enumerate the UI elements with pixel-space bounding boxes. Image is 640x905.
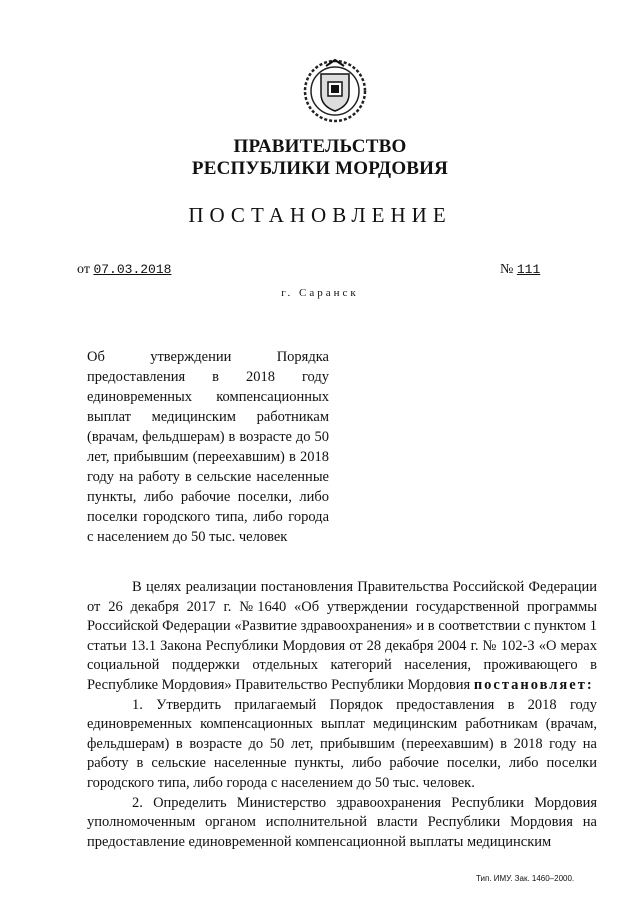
date-value: 07.03.2018 [93, 262, 172, 277]
body-paragraph: 2. Определить Министерство здравоохранения Республики Мордовия уполномоченным органом исполнительной власти Республики Мордовия на предоставление единовременной компенсационной выплаты медицинским [87, 794, 597, 850]
organization-name-line1: ПРАВИТЕЛЬСТВО [233, 136, 407, 157]
number-value: 111 [516, 262, 541, 277]
print-footer: Тип. ИМУ. Зак. 1460–2000. [476, 874, 575, 883]
document-number [500, 262, 540, 278]
number-prefix: № [500, 262, 514, 277]
body-paragraph: 1. Утвердить прилагаемый Порядок предоставления в 2018 году единовременных компенсационных выплат медицинским работникам (врачам, фельдшерам) в возрасте до 50 лет, прибывшим (переехавшим) в 2018 году на работу в сельские населенные пункты, либо рабочие поселки, либо поселки городского типа, либо города с населением до 50 тыс. человек. [87, 696, 597, 791]
body-paragraph [87, 578, 597, 696]
coat-of-arms-emblem [302, 58, 368, 124]
paragraph-emphasis: постановляет: [473, 676, 594, 693]
date-prefix: от [77, 262, 90, 277]
document-body [87, 578, 597, 852]
document-type-title: ПОСТАНОВЛЕНИЕ [188, 203, 452, 227]
organization-name-line2: РЕСПУБЛИКИ МОРДОВИЯ [191, 158, 449, 179]
paragraph-text: В целях реализации постановления Правительства Российской Федерации от 26 декабря 2017 г. №1640 «Об утверждении государственной программы Российской Федерации «Развитие здравоохранения» и в соответствии с пунктом 1 статьи 13.1 Закона Республики Мордовия от 28 декабря 2004 г. № 102-З «О мерах социальной поддержки отдельных категорий населения, проживающего в Республике Мордовия» Правительство Республики Мордовия [87, 579, 597, 693]
document-date [77, 262, 171, 278]
document-subject: Об утверждении Порядка предоставления в 2018 году единовременных компенсационных выплат медицинским работникам (врачам, фельдшерам) в возрасте до 50 лет, прибывшим (переехавшим) в 2018 году на работу в сельские населенные пункты, либо рабочие поселки, либо поселки городского типа, либо города с населением до 50 тыс. человек [87, 349, 329, 545]
city-line: г. Саранск [281, 287, 359, 299]
